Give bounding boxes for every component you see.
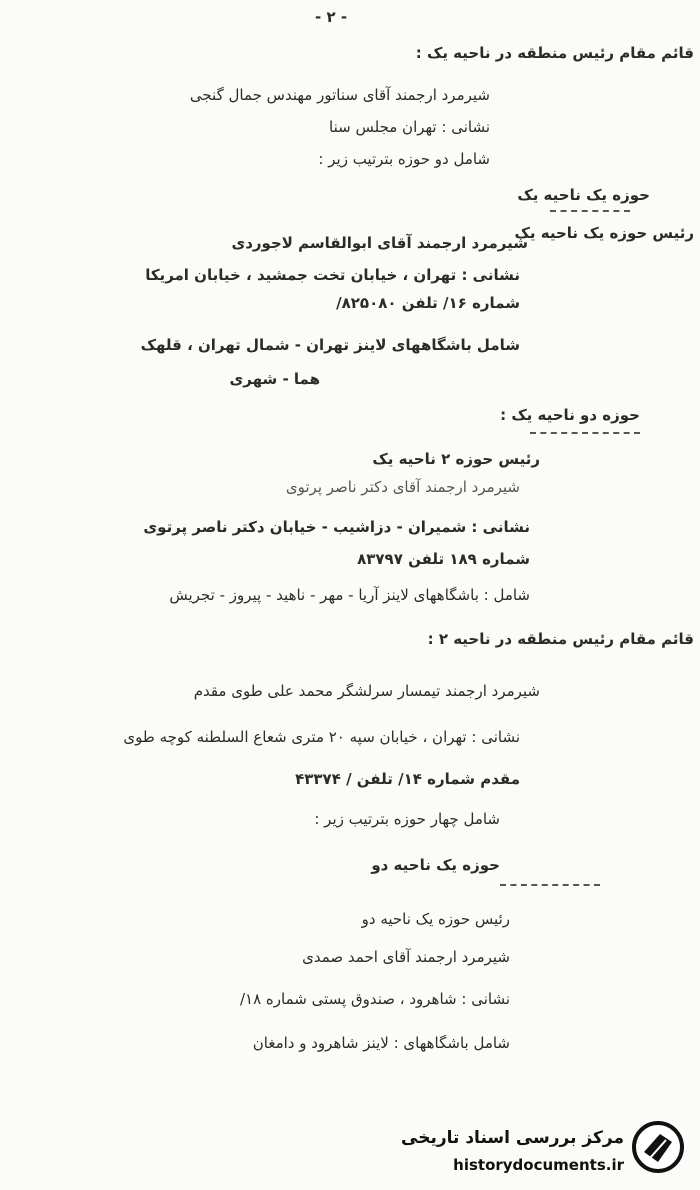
section-1-includes: شامل دو حوزه بترتیب زیر :	[318, 150, 490, 168]
section-1-person: شیرمرد ارجمند آقای سناتور مهندس جمال گنجی	[189, 86, 490, 104]
watermark	[386, 1118, 686, 1182]
zone-1-1-head-title: رئیس حوزه یک ناحیه یک	[514, 224, 694, 242]
watermark-url[interactable]: historydocuments.ir	[453, 1156, 624, 1174]
zone-1-1-person: شیرمرد ارجمند آقای ابوالقاسم لاجوردی	[231, 234, 528, 252]
section-1-title: قائم مقام رئیس منطقه در ناحیه یک :	[415, 44, 694, 62]
zone-2-1-address: نشانی : شاهرود ، صندوق پستی شماره ۱۸/	[239, 990, 510, 1008]
zone-1-2-head-title: رئیس حوزه ۲ ناحیه یک	[372, 450, 540, 468]
zone-2-1-head-title: رئیس حوزه یک ناحیه دو	[361, 910, 510, 928]
zone-2-1-underline	[500, 884, 600, 886]
zone-1-1-number: شماره ۱۶/ تلفن ۸۲۵۰۸۰/	[336, 294, 520, 312]
zone-2-1-includes: شامل باشگاههای : لاینز شاهرود و دامغان	[252, 1034, 510, 1052]
section-2-includes: شامل چهار حوزه بترتیب زیر :	[314, 810, 500, 828]
section-2-title: قائم مقام رئیس منطقه در ناحیه ۲ :	[427, 630, 694, 648]
zone-1-1-title: حوزه یک ناحیه یک	[517, 186, 650, 204]
zone-2-1-person: شیرمرد ارجمند آقای احمد صمدی	[302, 948, 510, 966]
zone-2-1-title: حوزه یک ناحیه دو	[371, 856, 500, 874]
zone-1-1-underline	[550, 210, 630, 212]
archive-logo-icon	[630, 1118, 686, 1176]
zone-1-2-person: شیرمرد ارجمند آقای دکتر ناصر پرتوی	[285, 478, 520, 496]
watermark-title: مرکز بررسی اسناد تاریخی	[401, 1128, 624, 1148]
section-2-number: مقدم شماره ۱۴/ تلفن / ۴۳۳۷۴	[295, 770, 520, 788]
zone-1-1-includes-2: هما - شهری	[229, 370, 320, 388]
section-2-address: نشانی : تهران ، خیابان سپه ۲۰ متری شعاع السلطنه کوچه طوی	[123, 728, 520, 746]
section-1-address: نشانی : تهران مجلس سنا	[329, 118, 490, 136]
zone-1-2-includes: شامل : باشگاههای لاینز آریا - مهر - ناهید - پیروز - تجریش	[169, 586, 530, 604]
zone-1-1-address: نشانی : تهران ، خیابان تخت جمشید ، خیابان امریکا	[145, 266, 520, 284]
section-2-person: شیرمرد ارجمند تیمسار سرلشگر محمد علی طوی مقدم	[193, 682, 540, 700]
page-number: - ۲ -	[315, 8, 348, 26]
zone-1-2-number: شماره ۱۸۹ تلفن ۸۳۷۹۷	[357, 550, 530, 568]
zone-1-1-includes: شامل باشگاههای لاینز تهران - شمال تهران ، قلهک	[140, 336, 520, 354]
zone-1-2-address: نشانی : شمیران - دزاشیب - خیابان دکتر ناصر پرتوی	[143, 518, 530, 536]
zone-1-2-title: حوزه دو ناحیه یک :	[500, 406, 640, 424]
zone-1-2-underline	[530, 432, 640, 434]
